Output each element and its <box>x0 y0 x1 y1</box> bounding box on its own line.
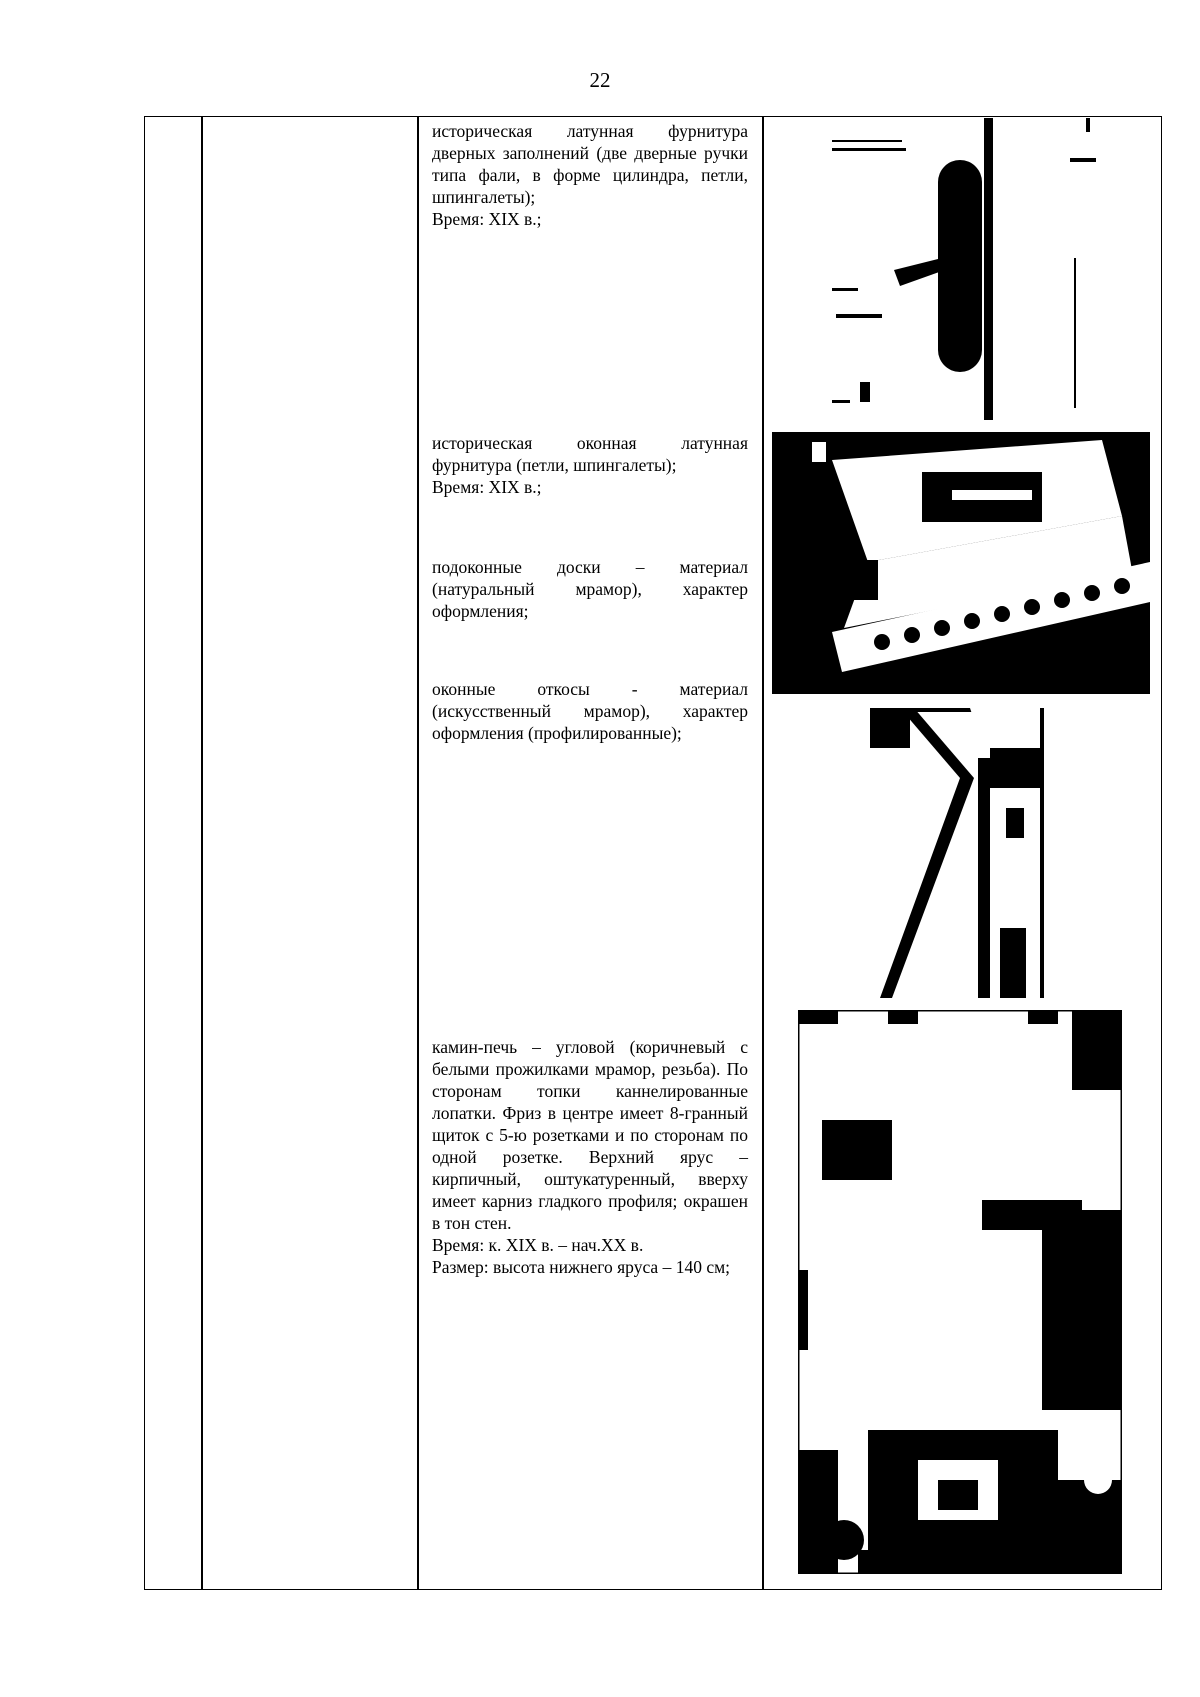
entry-door-hardware <box>432 120 748 230</box>
entry-text: подоконные доски – материал (натуральный мрамор), характер оформления; <box>432 557 748 621</box>
door-handle-photo <box>830 118 1096 420</box>
entry-text: историческая оконная латунная фурнитура (петли, шпингалеты); <box>432 433 748 475</box>
entry-window-sills <box>432 556 748 622</box>
entry-window-hardware <box>432 432 748 498</box>
entry-window-reveals <box>432 678 748 744</box>
entry-date: Время: к. XIX в. – нач.XX в. <box>432 1235 644 1255</box>
entry-text: оконные откосы - материал (искусственный мрамор), характер оформления (профилированные); <box>432 679 748 743</box>
entry-size: Размер: высота нижнего яруса – 140 см; <box>432 1257 731 1277</box>
entry-text: историческая латунная фурнитура дверных заполнений (две дверные ручки типа фали, в форме цилиндра, петли, шпингалеты); <box>432 121 748 207</box>
column-divider <box>762 117 764 1589</box>
fireplace-photo <box>798 1010 1122 1574</box>
entry-date: Время: XIX в.; <box>432 477 542 497</box>
window-sill-photo <box>772 432 1150 694</box>
window-reveal-photo <box>870 708 1064 998</box>
entry-date: Время: XIX в.; <box>432 209 542 229</box>
entry-text: камин-печь – угловой (коричневый с белыми прожилками мрамор, резьба). По сторонам топки каннелированные лопатки. Фриз в центре имеет 8-гранный щиток с 5-ю розетками и по сторонам по одной розетке. Верхний ярус – кирпичный, оштукатуренный, вверху имеет карниз гладкого профиля; окрашен в тон стен. <box>432 1037 748 1233</box>
page-number: 22 <box>589 68 611 92</box>
column-divider <box>417 117 419 1589</box>
column-divider <box>201 117 203 1589</box>
entry-fireplace-stove <box>432 1036 748 1278</box>
